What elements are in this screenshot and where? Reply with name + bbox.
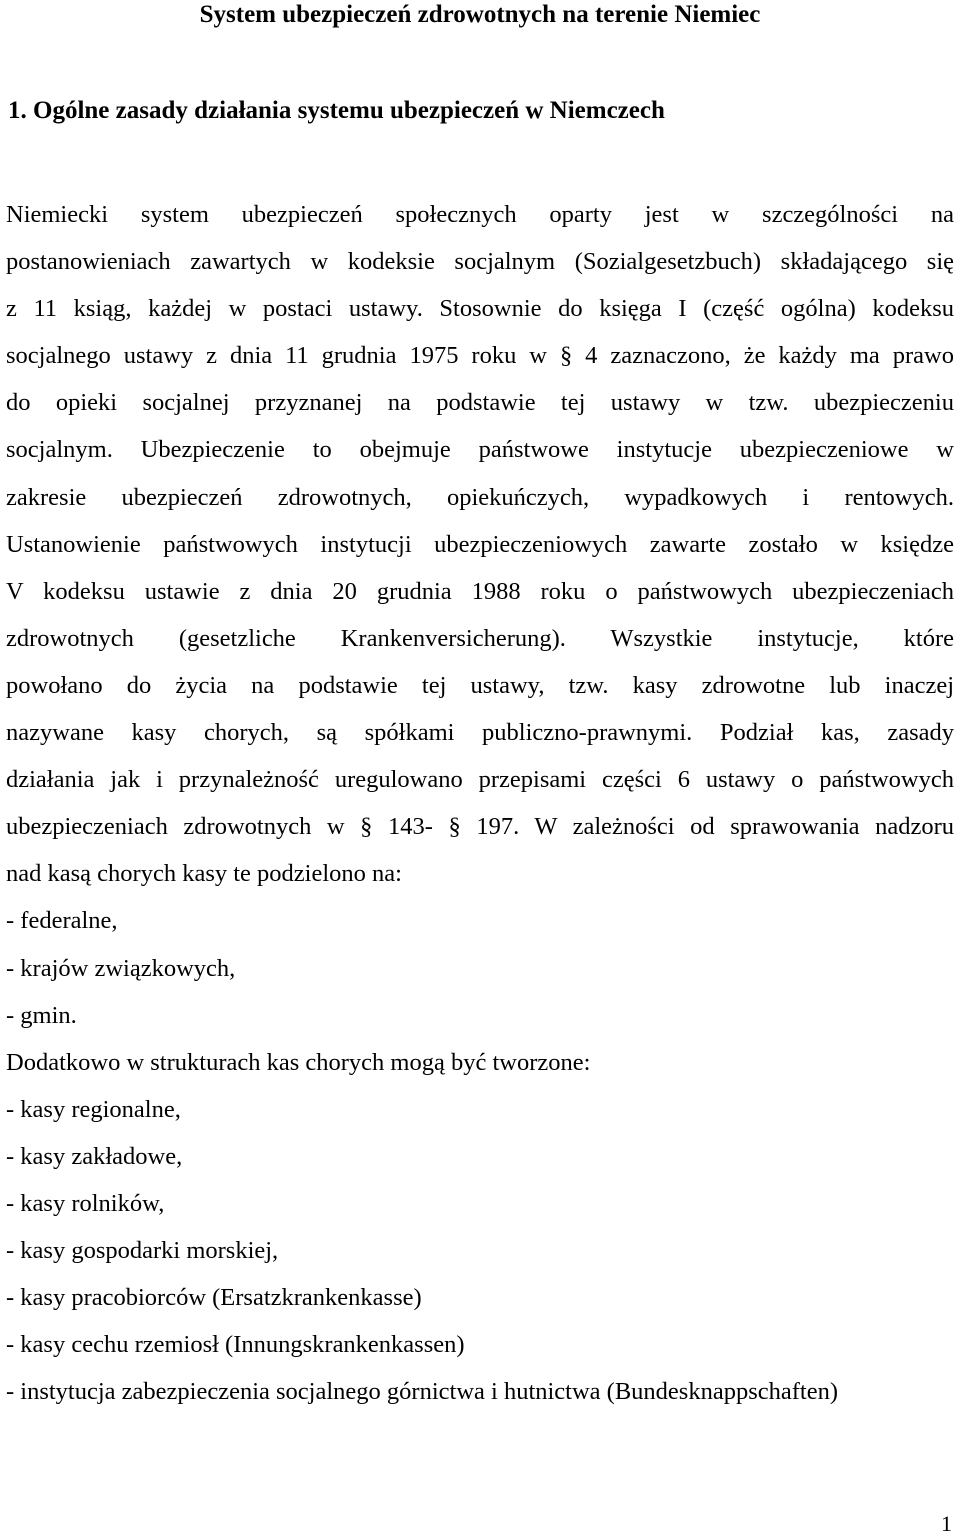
paragraph-line: powołano do życia na podstawie tej ustawy, tzw. kasy zdrowotne lub inaczej [6, 671, 954, 699]
paragraph-line: nazywane kasy chorych, są spółkami publiczno-prawnymi. Podział kas, zasady [6, 719, 954, 747]
list-item: - kasy rolników, [6, 1189, 165, 1217]
paragraph-line: nad kasą chorych kasy te podzielono na: [6, 860, 402, 888]
list-item: - kasy cechu rzemiosł (Innungskrankenkassen) [6, 1331, 465, 1359]
paragraph-line: zdrowotnych (gesetzliche Krankenversicherung). Wszystkie instytucje, które [6, 624, 954, 652]
document-title: System ubezpieczeń zdrowotnych na terenie Niemiec [199, 1, 761, 28]
paragraph-line: z 11 ksiąg, każdej w postaci ustawy. Stosownie do księga I (część ogólna) kodeksu [6, 295, 954, 323]
document-body [6, 191, 954, 1415]
additional-intro: Dodatkowo w strukturach kas chorych mogą być tworzone: [6, 1048, 591, 1076]
section-heading: 1. Ogólne zasady działania systemu ubezpieczeń w Niemczech [8, 97, 665, 124]
list-item: - kasy gospodarki morskiej, [6, 1237, 279, 1265]
list-item: - instytucja zabezpieczenia socjalnego górnictwa i hutnictwa (Bundesknappschaften) [6, 1378, 838, 1406]
paragraph-line: zakresie ubezpieczeń zdrowotnych, opiekuńczych, wypadkowych i rentowych. [6, 483, 954, 511]
paragraph-line: socjalnym. Ubezpieczenie to obejmuje państwowe instytucje ubezpieczeniowe w [6, 436, 954, 464]
paragraph-line: Ustanowienie państwowych instytucji ubezpieczeniowych zawarte zostało w księdze [6, 530, 954, 558]
list-item: - kasy pracobiorców (Ersatzkrankenkasse) [6, 1284, 422, 1312]
paragraph-line: socjalnego ustawy z dnia 11 grudnia 1975 roku w § 4 zaznaczono, że każdy ma prawo [6, 342, 954, 370]
paragraph-line: V kodeksu ustawie z dnia 20 grudnia 1988 roku o państwowych ubezpieczeniach [6, 577, 954, 605]
list-item: - federalne, [6, 907, 118, 935]
paragraph-line: postanowieniach zawartych w kodeksie socjalnym (Sozialgesetzbuch) składającego się [6, 248, 954, 276]
paragraph-line: ubezpieczeniach zdrowotnych w § 143- § 197. W zależności od sprawowania nadzoru [6, 813, 954, 841]
list-item: - kasy zakładowe, [6, 1142, 183, 1170]
paragraph-line: Niemiecki system ubezpieczeń społecznych oparty jest w szczególności na [6, 201, 954, 228]
list-item: - krajów związkowych, [6, 954, 236, 982]
list-item: - gmin. [6, 1001, 77, 1029]
list-item: - kasy regionalne, [6, 1095, 181, 1123]
paragraph-line: działania jak i przynależność uregulowano przepisami części 6 ustawy o państwowych [6, 766, 954, 794]
page-number: 1 [941, 1511, 952, 1536]
paragraph-line: do opieki socjalnej przyznanej na podstawie tej ustawy w tzw. ubezpieczeniu [6, 389, 954, 417]
